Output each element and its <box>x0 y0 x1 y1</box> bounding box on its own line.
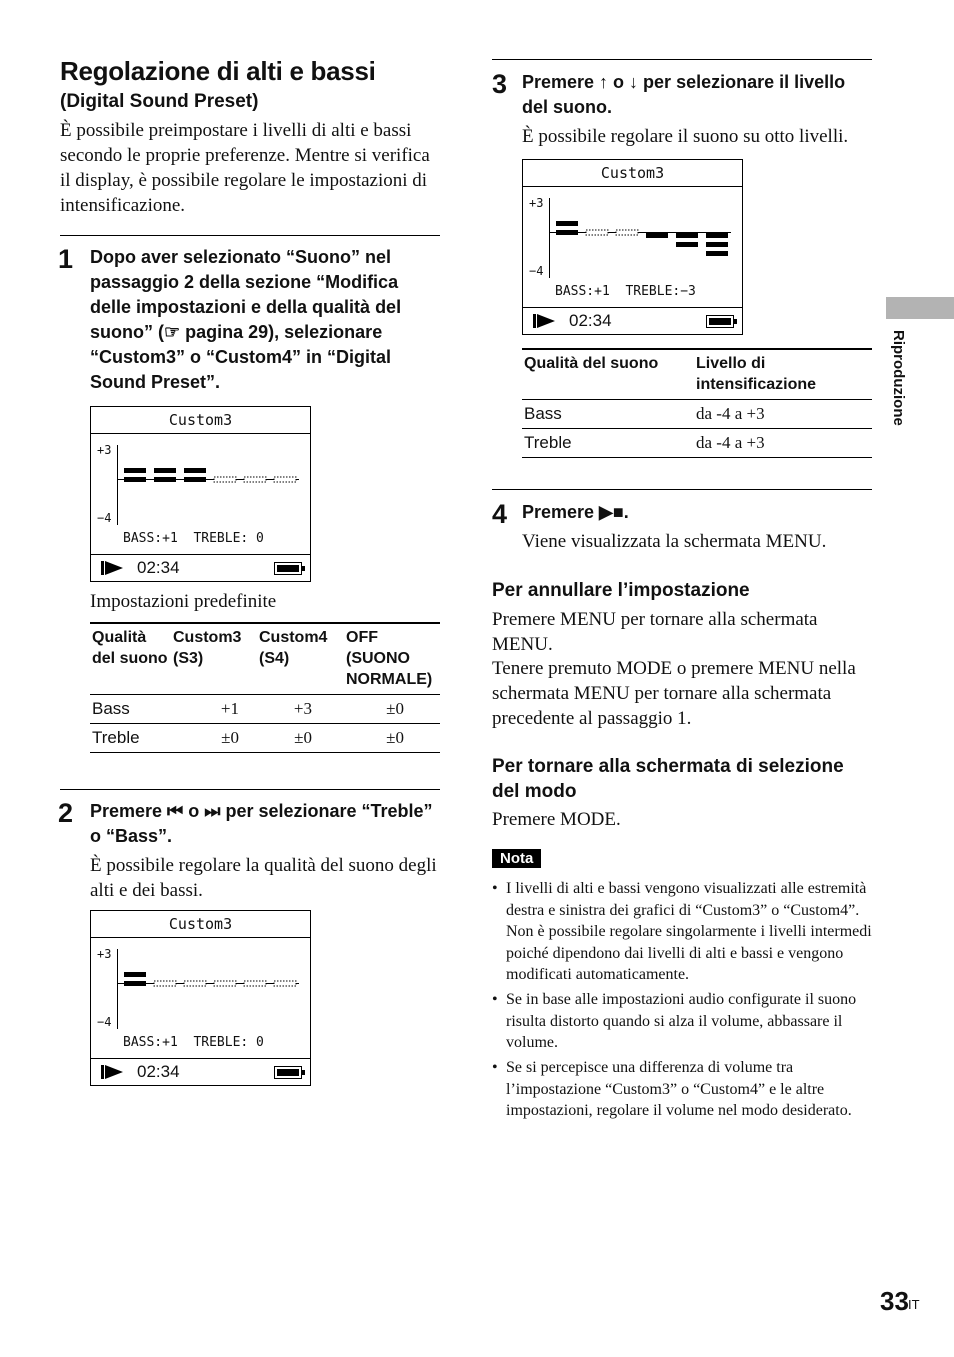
intro-paragraph: È possibile preimpostare i livelli di alti e bassi secondo le proprie preferenze. Mentre si verifica il display, è possibile regolare le impostazioni di intensificazione. <box>60 120 430 216</box>
table-header: Custom3 (S3) <box>171 623 257 695</box>
eq-bar-segment <box>124 477 146 482</box>
play-icon <box>533 314 555 328</box>
eq-bar-segment <box>706 251 728 256</box>
table-cell: da -4 a +3 <box>694 400 872 429</box>
eq-bar-segment <box>556 230 578 235</box>
eq-bar-zero <box>214 981 236 986</box>
elapsed-time: 02:34 <box>137 558 180 577</box>
screen-status-bar <box>91 1058 310 1085</box>
table-header: Qualità del suono <box>90 623 171 695</box>
eq-bar-segment <box>184 468 206 473</box>
step-2-body: È possibile regolare la qualità del suono degli alti e dei bassi. <box>90 855 437 901</box>
eq-bar-zero <box>274 981 296 986</box>
note-badge: Nota <box>492 849 541 868</box>
eq-bar-zero <box>214 477 236 482</box>
axis-bottom-label: −4 <box>97 511 112 525</box>
default-settings-table <box>90 622 440 753</box>
list-item: • Se in base alle impostazioni audio configurate il suono risulta distorto quando si alza il volume, abbassare il volume. <box>492 989 872 1054</box>
table-row <box>522 400 872 429</box>
eq-bar-segment <box>154 477 176 482</box>
eq-level-readout: BASS:+1 TREBLE: 0 <box>123 531 264 546</box>
figure-caption: Impostazioni predefinite <box>90 591 277 612</box>
step-number-1: 1 <box>58 244 74 274</box>
eq-bar-segment <box>706 233 728 238</box>
page-subtitle: (Digital Sound Preset) <box>60 91 259 112</box>
screen-preset-name: Custom3 <box>91 911 310 938</box>
play-icon <box>101 1065 123 1079</box>
table-row <box>522 429 872 458</box>
page-title: Regolazione di alti e bassi <box>60 56 376 86</box>
device-screen-2 <box>90 910 311 1086</box>
elapsed-time: 02:34 <box>137 1062 180 1081</box>
eq-bar-segment <box>676 233 698 238</box>
axis-top-label: +3 <box>529 196 544 210</box>
page-number: 33 <box>880 1286 909 1316</box>
elapsed-time: 02:34 <box>569 311 612 330</box>
divider <box>492 489 872 490</box>
device-screen-3 <box>522 159 743 335</box>
eq-bar-segment <box>676 242 698 247</box>
axis-bottom-label: −4 <box>97 1015 112 1029</box>
axis-top-label: +3 <box>97 947 112 961</box>
table-cell: Treble <box>90 724 171 753</box>
eq-bar-segment <box>124 468 146 473</box>
eq-bar-zero <box>274 477 296 482</box>
list-item: • I livelli di alti e bassi vengono visualizzati alle estremità destra e sinistra dei grafici di “Custom3” o “Custom4”. Non è possibile regolare singolarmente i livelli intermedi poiché dipendono dai livelli di alti e bassi e vengono modificati automaticamente. <box>492 878 872 986</box>
screen-status-bar <box>523 307 742 334</box>
table-row <box>90 695 440 724</box>
table-cell: da -4 a +3 <box>694 429 872 458</box>
step-1-text: Dopo aver selezionato “Suono” nel passaggio 2 della sezione “Modifica delle impostazioni e della qualità del suono” (☞ pagina 29), selezionare “Custom3” o “Custom4” in “Digital Sound Preset”. <box>90 247 402 392</box>
table-cell: Bass <box>522 400 694 429</box>
screen-preset-name: Custom3 <box>91 407 310 434</box>
step-3-text: Premere ↑ o ↓ per selezionare il livello del suono. <box>522 72 846 117</box>
cancel-paragraph-2: Tenere premuto MODE o premere MENU nella schermata MENU per tornare alla schermata precedente al passaggio 1. <box>492 658 856 729</box>
eq-level-readout: BASS:+1 TREBLE:−3 <box>555 284 696 299</box>
table-header: Livello di intensificazione <box>694 349 872 400</box>
eq-bar-segment <box>154 468 176 473</box>
page-language: IT <box>908 1297 920 1312</box>
divider <box>60 235 440 236</box>
eq-bar-segment <box>184 477 206 482</box>
table-cell: +3 <box>257 695 344 724</box>
mode-heading: Per tornare alla schermata di selezione del modo <box>492 756 844 802</box>
table-cell: ±0 <box>344 695 440 724</box>
list-item: • Se si percepisce una differenza di volume tra l’impostazione “Custom3” o “Custom4” e le altre impostazioni, regolare il volume nel modo desiderato. <box>492 1057 872 1122</box>
divider <box>60 789 440 790</box>
eq-bar-zero <box>244 477 266 482</box>
battery-icon <box>274 1066 302 1079</box>
level-range-table <box>522 348 872 458</box>
table-cell: Bass <box>90 695 171 724</box>
step-number-4: 4 <box>492 499 508 529</box>
axis-bottom-label: −4 <box>529 264 544 278</box>
eq-bar-segment <box>706 242 728 247</box>
step-4-body: Viene visualizzata la schermata MENU. <box>522 531 827 552</box>
step-2-text: Premere ⏮ o ⏭ per selezionare “Treble” o “Bass”. <box>90 801 433 846</box>
axis-top-label: +3 <box>97 443 112 457</box>
eq-bar-segment <box>556 221 578 226</box>
mode-paragraph: Premere MODE. <box>492 809 621 830</box>
step-number-3: 3 <box>492 69 508 99</box>
screen-preset-name: Custom3 <box>523 160 742 187</box>
eq-bar-segment <box>124 972 146 977</box>
device-screen-1 <box>90 406 311 582</box>
notes-list <box>492 878 872 1125</box>
eq-bar-zero <box>586 230 608 235</box>
screen-status-bar <box>91 554 310 581</box>
eq-level-readout: BASS:+1 TREBLE: 0 <box>123 1035 264 1050</box>
divider <box>492 59 872 60</box>
table-cell: Treble <box>522 429 694 458</box>
table-header: Qualità del suono <box>522 349 694 400</box>
step-4-text: Premere ▶■. <box>522 502 629 522</box>
eq-bar-segment <box>124 981 146 986</box>
table-row <box>90 724 440 753</box>
table-cell: +1 <box>171 695 257 724</box>
eq-bar-zero <box>616 230 638 235</box>
cancel-paragraph-1: Premere MENU per tornare alla schermata MENU. <box>492 609 818 655</box>
table-cell: ±0 <box>171 724 257 753</box>
play-icon <box>101 561 123 575</box>
table-header: Custom4 (S4) <box>257 623 344 695</box>
battery-icon <box>274 562 302 575</box>
section-label: Riproduzione <box>890 330 907 426</box>
eq-bar-zero <box>184 981 206 986</box>
cancel-heading: Per annullare l’impostazione <box>492 580 750 601</box>
battery-icon <box>706 315 734 328</box>
table-cell: ±0 <box>344 724 440 753</box>
section-tab <box>886 297 954 319</box>
table-header: OFF (SUONO NORMALE) <box>344 623 440 695</box>
eq-bar-zero <box>244 981 266 986</box>
table-cell: ±0 <box>257 724 344 753</box>
step-3-body: È possibile regolare il suono su otto livelli. <box>522 126 849 147</box>
eq-bar-segment <box>646 233 668 238</box>
eq-bar-zero <box>154 981 176 986</box>
step-number-2: 2 <box>58 798 74 828</box>
